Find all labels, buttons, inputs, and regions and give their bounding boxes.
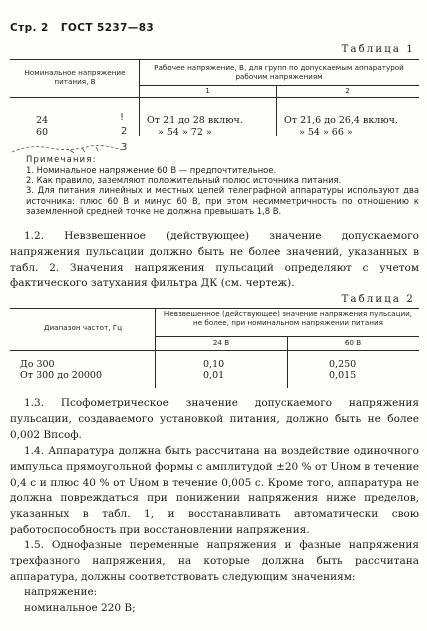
notes-title: Примечания:	[26, 154, 97, 164]
table1-row2-group1: » 54 » 72 »	[158, 127, 212, 138]
paragraph-1-2: 1.2. Невзвешенное (действующее) значение допускаемого напряжения пульсации должно быть не более значений, указанных в табл. 2. Значения напряжения пульсаций определяют с учетом фактического затухания фильтра ДК (см. чертеж).	[10, 230, 419, 290]
table2-row2-range: От 300 до 20000	[20, 370, 103, 381]
table1-row1-nominal: 24	[36, 115, 49, 126]
table2-row2-60: 0,015	[329, 370, 357, 381]
handwritten-mark-2: 2	[121, 126, 128, 137]
table2-row1-24: 0,10	[203, 359, 225, 370]
table1-colnum-1: 1	[205, 86, 210, 95]
table1-top-rule	[10, 59, 419, 60]
table1-row2-group2: » 54 » 66 »	[299, 127, 353, 138]
page-number: Стр. 2	[10, 22, 49, 34]
table2-group-header: Невзвешенное (действующее) значение напряжения пульсации, не более, при номинальном напряжении питания	[163, 309, 413, 327]
page-header	[10, 22, 154, 34]
table2-row1-60: 0,250	[329, 359, 357, 370]
list-item-voltage: напряжение:	[24, 586, 98, 598]
table1-caption: Таблица 1	[341, 44, 415, 55]
table2-subheader-60: 60 В	[344, 338, 362, 347]
table1-group-rule	[139, 85, 419, 86]
table1-header-rule	[10, 97, 419, 98]
paragraph-1-5: 1.5. Однофазные переменные напряжения и фазные напряжения трехфазного напряжения, на которые должна быть рассчитана аппаратура, должны соответствовать следующим значениям:	[10, 539, 419, 583]
table2-subheader-24: 24 В	[212, 338, 230, 347]
note-3: 3. Для питания линейных и местных цепей телеграфной аппаратуры используют два источника: плюс 60 В и минус 60 В, при этом несимметричность по отношению к заземленной средней точке не должна превышать 1,8 В.	[26, 185, 419, 217]
table1-group-header: Рабочее напряжение, В, для групп по допускаемым аппаратурой рабочим напряжениям	[154, 63, 404, 81]
table2-header-rule	[10, 350, 419, 351]
table2-row2-24: 0,01	[203, 370, 225, 381]
note-2: 2. Как правило, заземляют положительный полюс источника питания.	[26, 175, 342, 185]
table2-group-rule	[155, 336, 419, 337]
table1-row2-nominal: 60	[36, 127, 49, 138]
table2-row1-range: До 300	[20, 359, 55, 370]
table2-caption: Таблица 2	[341, 294, 415, 305]
table1-row1-group1: От 21 до 28 включ.	[147, 115, 243, 126]
paragraph-1-4: 1.4. Аппаратура должна быть рассчитана на воздействие одиночного импульса прямоугольной формы с амплитудой ±20 % от Uном в течение 0,4 с и плюс 40 % от Uном в течение 0,005 с. Кроме того, аппаратура не должна повреждаться при понижении напряжения ниже пределов, указанных в табл. 1, и восстанавливать автоматически свою работоспособность при восстановлении напряжения.	[10, 445, 419, 536]
table2-col1-header: Диапазон частот, Гц	[43, 323, 123, 332]
handwritten-mark-1: !	[120, 112, 125, 123]
table1-row1-group2: От 21,6 до 26,4 включ.	[284, 115, 398, 126]
table1-colnum-2: 2	[345, 86, 350, 95]
table1-col1-header: Номинальное напряжение питания, В	[24, 68, 126, 86]
standard-code: ГОСТ 5237—83	[60, 22, 155, 34]
list-item-nominal-220: номинальное 220 В;	[24, 602, 136, 614]
paragraph-1-3: 1.3. Псофометрическое значение допускаемого напряжения пульсации, создаваемого установкой питания, должно быть не более 0,002 Впсоф.	[10, 397, 419, 441]
table2-divider	[155, 308, 156, 388]
note-1: 1. Номинальное напряжение 60 В — предпочтительное.	[26, 165, 277, 175]
handwritten-mark-3: 3	[121, 142, 128, 153]
